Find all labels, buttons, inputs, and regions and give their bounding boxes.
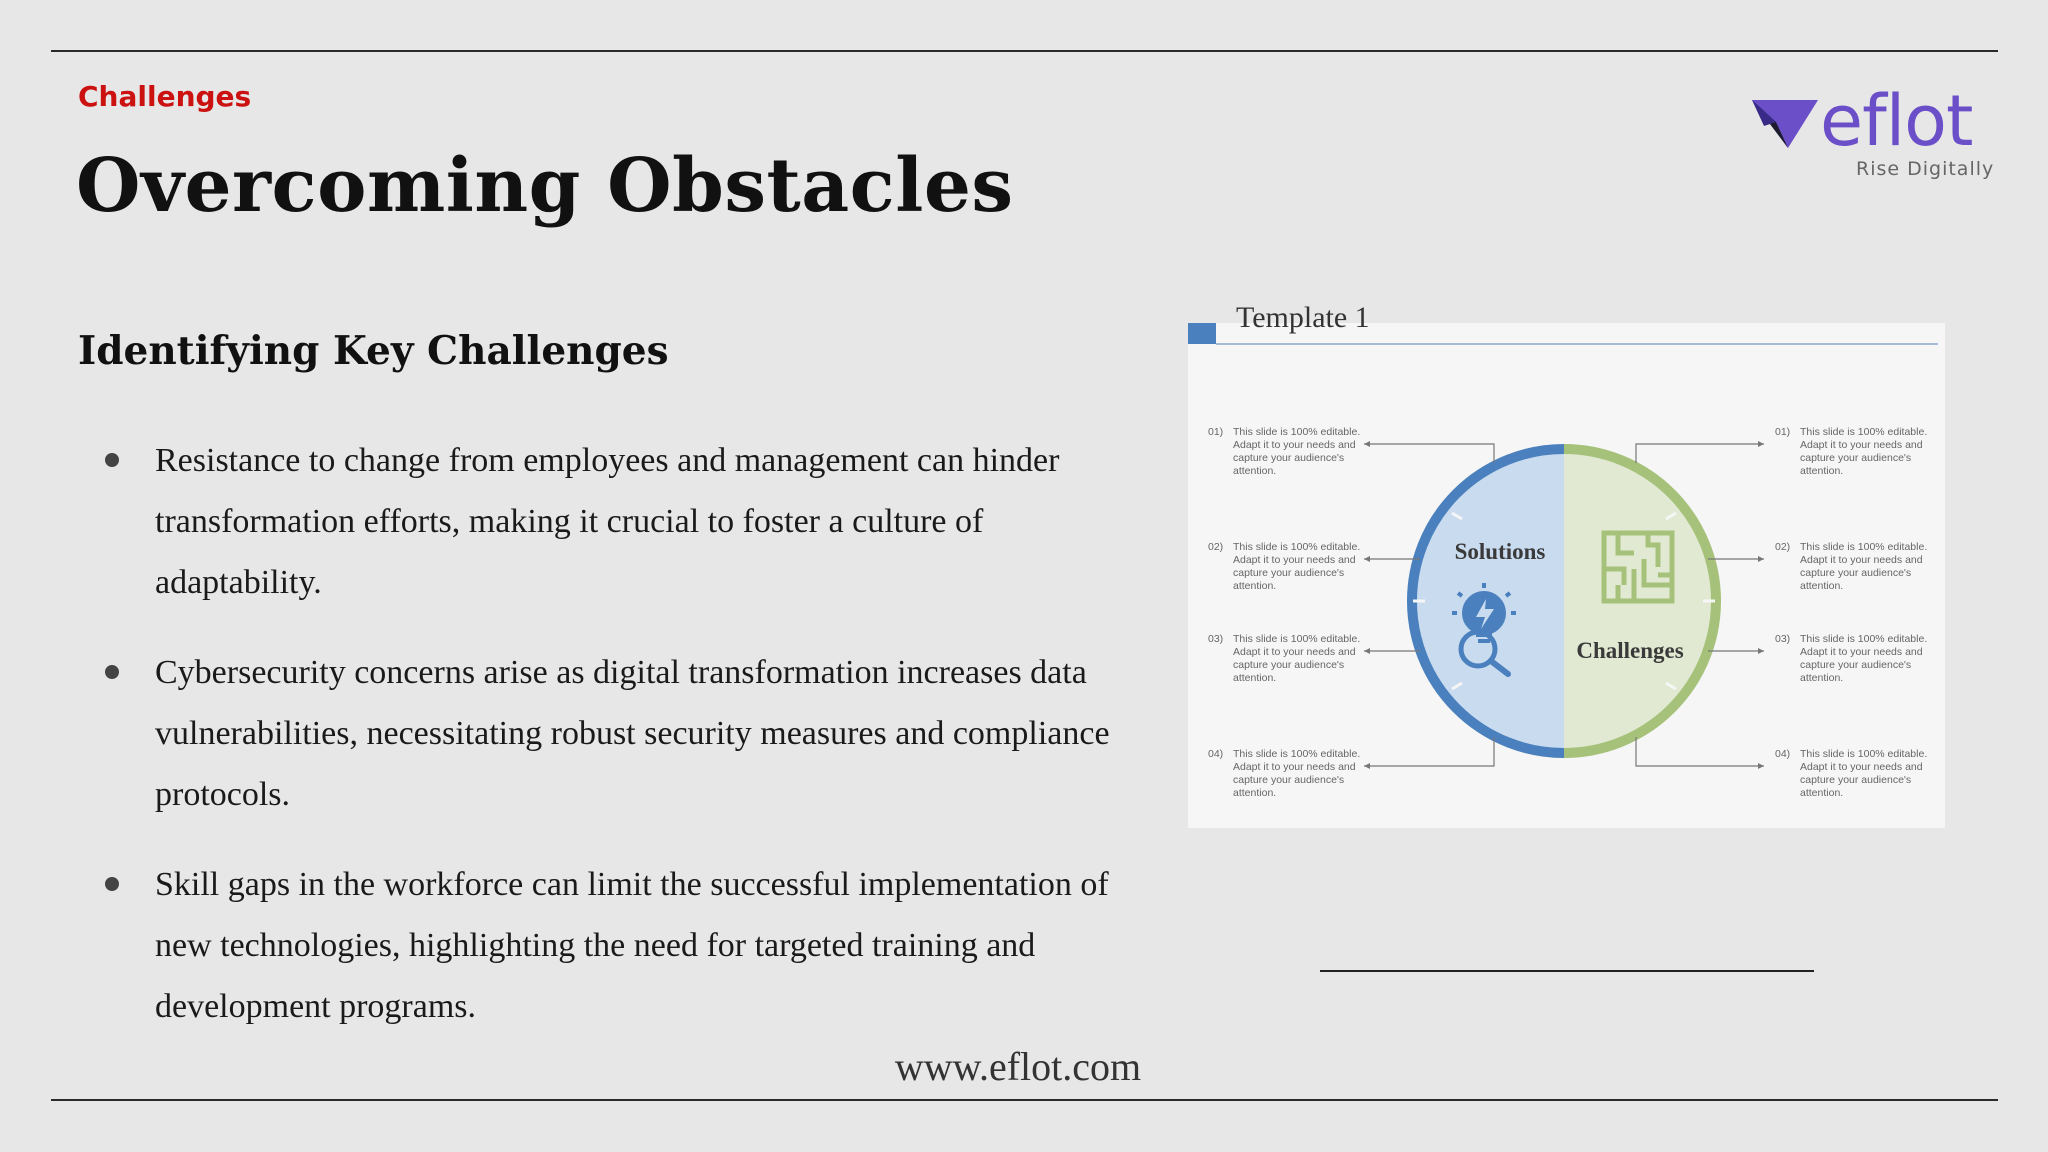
item-line: attention. <box>1800 672 1844 684</box>
item-line: This slide is 100% editable. <box>1233 633 1361 645</box>
item-number: 04) <box>1208 748 1224 760</box>
left-arrowheads <box>1364 441 1370 769</box>
bullet-icon <box>105 877 119 891</box>
item-line: capture your audience's <box>1800 452 1912 464</box>
list-item <box>100 642 1130 825</box>
item-number: 04) <box>1775 748 1791 760</box>
footer-website[interactable]: www.eflot.com <box>894 1044 1142 1089</box>
item-line: capture your audience's <box>1233 774 1345 786</box>
item-line: capture your audience's <box>1233 567 1345 579</box>
item-line: Adapt it to your needs and <box>1233 554 1356 566</box>
logo-tagline: Rise Digitally <box>1856 158 1995 180</box>
item-line: Adapt it to your needs and <box>1800 554 1923 566</box>
paper-plane-icon <box>1750 94 1820 154</box>
item-line: This slide is 100% editable. <box>1800 541 1928 553</box>
challenges-label: Challenges <box>1576 638 1684 663</box>
item-line: This slide is 100% editable. <box>1800 426 1928 438</box>
left-items <box>1208 426 1360 799</box>
bullet-icon <box>105 453 119 467</box>
diagram-header-accent <box>1188 323 1216 344</box>
item-line: capture your audience's <box>1800 659 1912 671</box>
right-arrowheads <box>1758 441 1764 769</box>
item-line: This slide is 100% editable. <box>1233 541 1361 553</box>
bullet-text: Cybersecurity concerns arise as digital transformation increases data vulnerabilities, necessitating robust security measures and compliance protocols. <box>155 654 1110 813</box>
bottom-divider <box>51 1099 1998 1101</box>
item-line: capture your audience's <box>1800 567 1912 579</box>
solutions-label: Solutions <box>1454 539 1546 564</box>
section-subheading: Identifying Key Challenges <box>78 328 669 374</box>
item-number: 02) <box>1775 541 1791 553</box>
item-line: Adapt it to your needs and <box>1233 646 1356 658</box>
item-line: Adapt it to your needs and <box>1800 761 1923 773</box>
item-line: attention. <box>1233 787 1277 799</box>
item-number: 03) <box>1208 633 1224 645</box>
list-item <box>100 430 1130 613</box>
item-line: This slide is 100% editable. <box>1233 748 1361 760</box>
section-eyebrow: Challenges <box>78 80 252 113</box>
challenge-list <box>100 430 1130 1066</box>
list-item <box>100 854 1130 1037</box>
item-line: Adapt it to your needs and <box>1800 439 1923 451</box>
diagram-header-text: Template 1 <box>1236 301 1370 334</box>
item-number: 01) <box>1208 426 1224 438</box>
item-line: attention. <box>1233 465 1277 477</box>
right-items <box>1775 426 1927 799</box>
bullet-text: Skill gaps in the workforce can limit the successful implementation of new technologies, highlighting the need for targeted training and development programs. <box>155 866 1109 1025</box>
item-line: This slide is 100% editable. <box>1800 633 1928 645</box>
item-line: capture your audience's <box>1233 452 1345 464</box>
item-line: attention. <box>1800 787 1844 799</box>
eflot-logo[interactable] <box>1750 80 2002 186</box>
caption-underline <box>1320 970 1814 972</box>
item-line: attention. <box>1233 672 1277 684</box>
bullet-icon <box>105 665 119 679</box>
item-line: attention. <box>1800 580 1844 592</box>
item-line: This slide is 100% editable. <box>1800 748 1928 760</box>
logo-wordmark: eflot <box>1820 80 1973 162</box>
item-line: Adapt it to your needs and <box>1800 646 1923 658</box>
page-title: Overcoming Obstacles <box>76 143 1014 229</box>
item-line: capture your audience's <box>1233 659 1345 671</box>
item-number: 01) <box>1775 426 1791 438</box>
item-line: attention. <box>1800 465 1844 477</box>
solutions-challenges-diagram <box>1188 301 1945 828</box>
item-line: This slide is 100% editable. <box>1233 426 1361 438</box>
item-number: 03) <box>1775 633 1791 645</box>
bullet-text: Resistance to change from employees and management can hinder transformation efforts, making it crucial to foster a culture of adaptability. <box>155 442 1060 601</box>
item-line: attention. <box>1233 580 1277 592</box>
item-line: capture your audience's <box>1800 774 1912 786</box>
item-line: Adapt it to your needs and <box>1233 761 1356 773</box>
item-line: Adapt it to your needs and <box>1233 439 1356 451</box>
top-divider <box>51 50 1998 52</box>
item-number: 02) <box>1208 541 1224 553</box>
